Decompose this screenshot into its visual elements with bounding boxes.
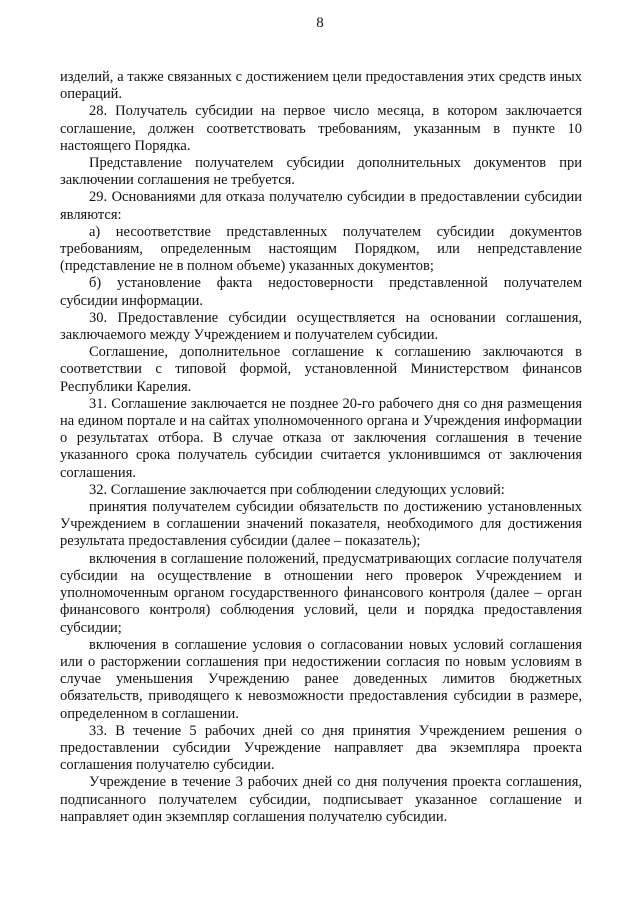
paragraph-item-29-b: б) установление факта недостоверности представленной получателем субсидии информации.: [60, 275, 582, 309]
paragraph-item-29: 29. Основаниями для отказа получателю субсидии в предоставлении субсидии являются:: [60, 189, 582, 223]
paragraph-item-30: 30. Предоставление субсидии осуществляется на основании соглашения, заключаемого между Учреждением и получателем субсидии.: [60, 309, 582, 344]
paragraph-item-28: 28. Получатель субсидии на первое число месяца, в котором заключается соглашение, должен соответствовать требованиям, указанным в пункте 10 настоящего Порядка.: [60, 103, 582, 154]
paragraph-documents-not-required: Представление получателем субсидии дополнительных документов при заключении соглашения не требуется.: [60, 155, 582, 189]
paragraph-item-29-a: а) несоответствие представленных получателем субсидии документов требованиям, определенным настоящим Порядком, или непредставление (представление не в полном объеме) указанных документов;: [60, 223, 582, 275]
paragraph-continuation: изделий, а также связанных с достижением цели предоставления этих средств иных операций.: [60, 69, 582, 103]
paragraph-agreement-form: Соглашение, дополнительное соглашение к соглашению заключаются в соответствии с типовой формой, установленной Министерством финансов Республики Карелия.: [60, 344, 582, 395]
paragraph-item-31: 31. Соглашение заключается не позднее 20-го рабочего дня со дня размещения на едином портале и на сайтах уполномоченного органа и Учреждения информации о результатах отбора. В случае отказа от заключения соглашения в течение указанного срока получатель субсидии считается уклонившимся от заключения соглашения.: [60, 395, 582, 481]
paragraph-item-32: 32. Соглашение заключается при соблюдении следующих условий:: [89, 481, 505, 498]
paragraph-signing: Учреждение в течение 3 рабочих дней со дня получения проекта соглашения, подписанного получателем субсидии, подписывает указанное соглашение и направляет один экземпляр соглашения получателю субсидии.: [60, 774, 582, 825]
paragraph-item-33: 33. В течение 5 рабочих дней со дня принятия Учреждением решения о предоставлении субсидии Учреждение направляет два экземпляра проекта соглашения получателю субсидии.: [60, 722, 582, 774]
page-number: 8: [316, 15, 324, 31]
document-body: [60, 69, 582, 826]
paragraph-condition-audit: включения в соглашение положений, предусматривающих согласие получателя субсидии на осуществление в отношении него проверок Учреждением и уполномоченным органом государственного финансового контроля (далее – орган финансового контроля) соблюдения условий, цели и порядка предоставления субсидии;: [60, 550, 582, 636]
paragraph-condition-new-terms: включения в соглашение условия о согласовании новых условий соглашения или о расторжении соглашения при недостижении согласия по новым условиям в случае уменьшения Учреждению ранее доведенных лимитов бюджетных обязательств, приводящего к невозможности предоставления субсидии в размере, определенном в соглашении.: [60, 636, 582, 722]
paragraph-condition-indicator: принятия получателем субсидии обязательств по достижению установленных Учреждением в соглашении значений показателя, необходимого для достижения результата предоставления субсидии (далее – показатель);: [60, 499, 582, 550]
